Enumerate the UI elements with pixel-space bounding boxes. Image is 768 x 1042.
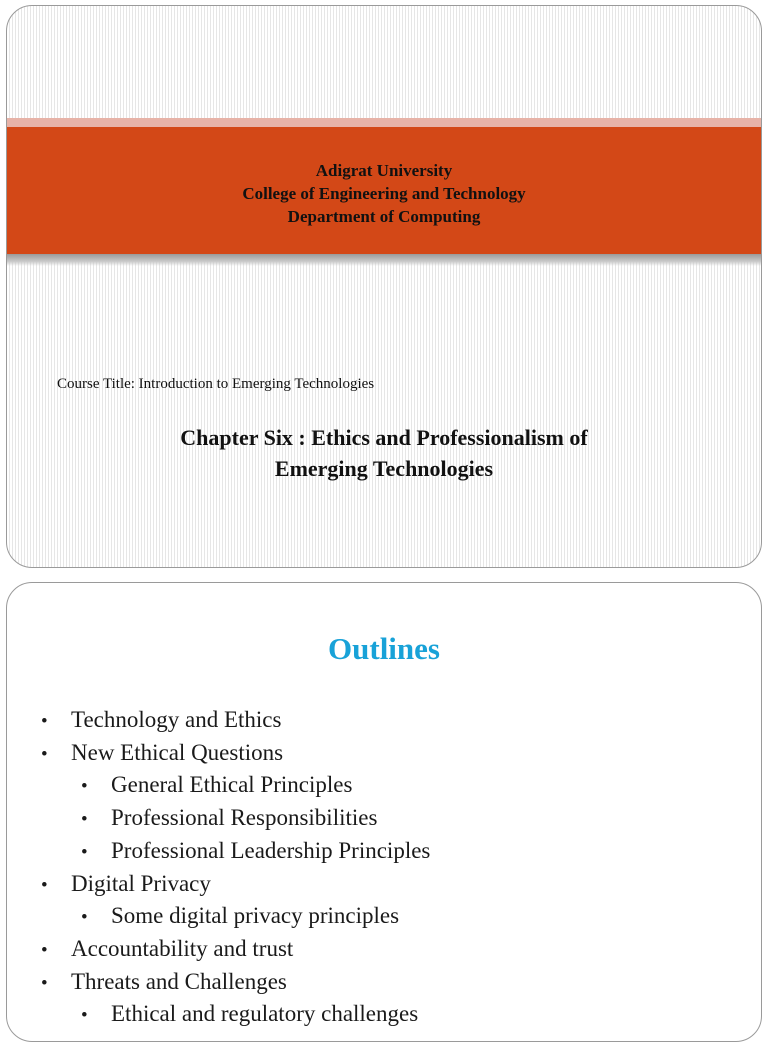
outline-list [41,705,430,1032]
college-name: College of Engineering and Technology [242,184,526,203]
list-item-text: Some digital privacy principles [111,903,400,929]
list-item [41,705,430,738]
bullet-icon: • [81,1005,88,1027]
list-item [41,770,430,803]
list-item-text: General Ethical Principles [111,772,353,798]
university-name: Adigrat University [315,161,453,180]
list-item-text: Ethical and regulatory challenges [111,1001,419,1027]
list-item [41,836,430,869]
list-item [41,803,430,836]
bullet-icon: • [81,907,88,929]
bullet-icon: • [41,972,48,994]
bullet-icon: • [41,711,48,732]
list-item-text: Accountability and trust [71,935,294,961]
outline-slide [6,582,762,1042]
bullet-icon: • [41,874,48,896]
bullet-icon: • [41,743,48,765]
band-shadow [7,254,761,266]
list-item-text: Professional Leadership Principles [111,837,431,863]
bullet-icon: • [81,841,88,863]
list-item-text: Professional Responsibilities [111,805,378,831]
chapter-title-line: Chapter Six : Ethics and Professionalism of [180,425,588,450]
list-item-text: Digital Privacy [71,870,211,896]
bullet-icon: • [81,776,88,798]
chapter-title-line: Emerging Technologies [274,456,494,481]
list-item-text: Threats and Challenges [71,968,287,994]
header-band [7,127,761,254]
bullet-icon: • [41,939,48,961]
list-item [41,869,430,902]
list-item [41,934,430,967]
course-title: Course Title: Introduction to Emerging Technologies [57,376,375,392]
accent-strip [7,118,761,127]
list-item [41,999,430,1032]
bullet-icon: • [81,809,88,831]
list-item-text: Technology and Ethics [71,707,282,732]
list-item-text: New Ethical Questions [71,739,284,765]
chapter-title [7,422,761,484]
department-name: Department of Computing [287,207,481,226]
title-slide [6,5,762,568]
list-item [41,901,430,934]
list-item [41,738,430,771]
list-item [41,967,430,1000]
outline-heading: Outlines [328,631,440,666]
